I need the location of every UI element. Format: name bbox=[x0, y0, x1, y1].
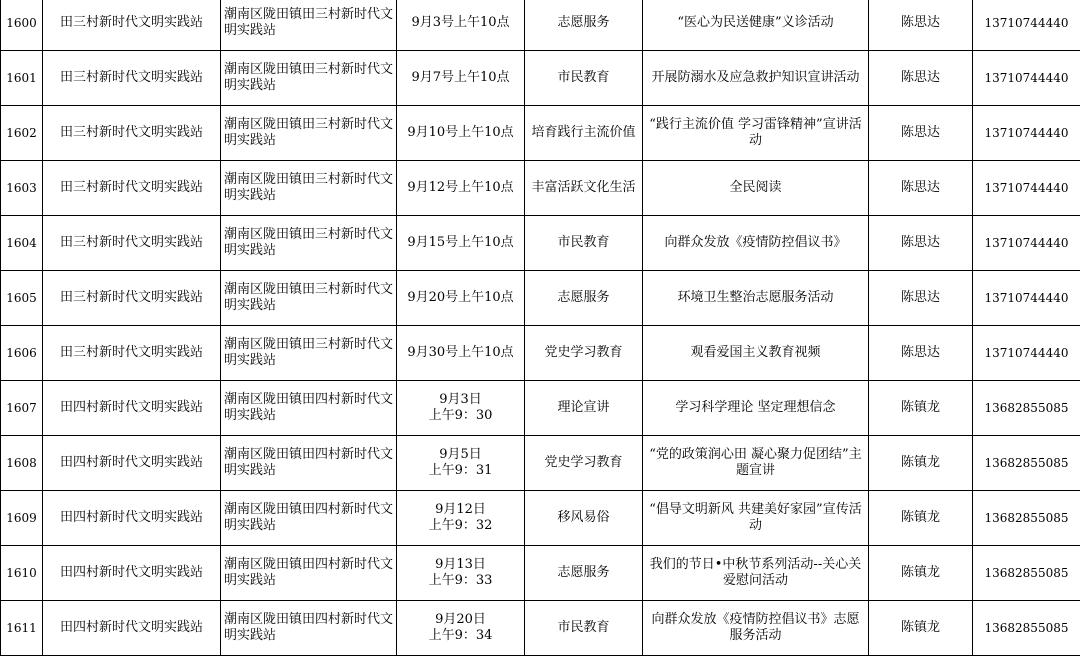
activity-address: 潮南区陇田镇田四村新时代文明实践站 bbox=[221, 381, 397, 436]
activity-time bbox=[397, 0, 525, 51]
time-date: 9月3号上午10点 bbox=[411, 15, 510, 30]
activity-time bbox=[397, 546, 525, 601]
row-number: 1609 bbox=[1, 491, 43, 546]
row-number: 1611 bbox=[1, 601, 43, 656]
station-name: 田三村新时代文明实践站 bbox=[43, 216, 221, 271]
contact-phone: 13682855085 bbox=[973, 381, 1080, 436]
table-row bbox=[1, 601, 1080, 656]
contact-person: 陈思达 bbox=[869, 161, 973, 216]
contact-person: 陈镇龙 bbox=[869, 381, 973, 436]
station-name: 田三村新时代文明实践站 bbox=[43, 271, 221, 326]
contact-person: 陈镇龙 bbox=[869, 436, 973, 491]
contact-person: 陈镇龙 bbox=[869, 601, 973, 656]
time-date: 9月5日 bbox=[439, 447, 482, 462]
activity-content: “医心为民送健康”义诊活动 bbox=[643, 0, 869, 51]
time-date: 9月12号上午10点 bbox=[407, 180, 514, 195]
activity-content: 向群众发放《疫情防控倡议书》志愿服务活动 bbox=[643, 601, 869, 656]
row-number: 1608 bbox=[1, 436, 43, 491]
activity-category: 志愿服务 bbox=[525, 0, 643, 51]
activity-address: 潮南区陇田镇田四村新时代文明实践站 bbox=[221, 546, 397, 601]
contact-phone: 13710744440 bbox=[973, 216, 1080, 271]
table-row bbox=[1, 216, 1080, 271]
row-number: 1607 bbox=[1, 381, 43, 436]
activity-category: 理论宣讲 bbox=[525, 381, 643, 436]
activity-category: 志愿服务 bbox=[525, 546, 643, 601]
contact-phone: 13682855085 bbox=[973, 436, 1080, 491]
table-row bbox=[1, 51, 1080, 106]
contact-phone: 13682855085 bbox=[973, 601, 1080, 656]
contact-person: 陈镇龙 bbox=[869, 546, 973, 601]
contact-phone: 13710744440 bbox=[973, 161, 1080, 216]
activity-category: 移风易俗 bbox=[525, 491, 643, 546]
activity-address: 潮南区陇田镇田四村新时代文明实践站 bbox=[221, 491, 397, 546]
activity-address: 潮南区陇田镇田三村新时代文明实践站 bbox=[221, 161, 397, 216]
time-date: 9月20日 bbox=[435, 612, 486, 627]
contact-person: 陈思达 bbox=[869, 106, 973, 161]
table-row bbox=[1, 491, 1080, 546]
table-row bbox=[1, 381, 1080, 436]
activity-category: 培育践行主流价值 bbox=[525, 106, 643, 161]
activity-content: 环境卫生整治志愿服务活动 bbox=[643, 271, 869, 326]
station-name: 田四村新时代文明实践站 bbox=[43, 601, 221, 656]
activity-address: 潮南区陇田镇田四村新时代文明实践站 bbox=[221, 436, 397, 491]
time-hour: 上午9：31 bbox=[428, 463, 493, 478]
activity-time bbox=[397, 381, 525, 436]
contact-phone: 13710744440 bbox=[973, 326, 1080, 381]
contact-person: 陈思达 bbox=[869, 51, 973, 106]
row-number: 1610 bbox=[1, 546, 43, 601]
activity-content: “践行主流价值 学习雷锋精神”宣讲活动 bbox=[643, 106, 869, 161]
table-row bbox=[1, 546, 1080, 601]
activity-time bbox=[397, 326, 525, 381]
activity-time bbox=[397, 106, 525, 161]
activity-address: 潮南区陇田镇田四村新时代文明实践站 bbox=[221, 601, 397, 656]
activity-category: 党史学习教育 bbox=[525, 326, 643, 381]
contact-phone: 13682855085 bbox=[973, 546, 1080, 601]
row-number: 1602 bbox=[1, 106, 43, 161]
activity-category: 市民教育 bbox=[525, 216, 643, 271]
table-row bbox=[1, 326, 1080, 381]
activity-time bbox=[397, 51, 525, 106]
activity-content: 学习科学理论 坚定理想信念 bbox=[643, 381, 869, 436]
contact-person: 陈思达 bbox=[869, 216, 973, 271]
time-date: 9月10号上午10点 bbox=[407, 125, 514, 140]
contact-person: 陈思达 bbox=[869, 0, 973, 51]
station-name: 田四村新时代文明实践站 bbox=[43, 436, 221, 491]
activity-address: 潮南区陇田镇田三村新时代文明实践站 bbox=[221, 216, 397, 271]
table-row bbox=[1, 271, 1080, 326]
activity-time bbox=[397, 491, 525, 546]
activity-address: 潮南区陇田镇田三村新时代文明实践站 bbox=[221, 106, 397, 161]
contact-person: 陈思达 bbox=[869, 326, 973, 381]
time-date: 9月30号上午10点 bbox=[407, 345, 514, 360]
activity-content: 我们的节日•中秋节系列活动--关心关爱慰问活动 bbox=[643, 546, 869, 601]
time-date: 9月3日 bbox=[439, 392, 482, 407]
activity-address: 潮南区陇田镇田三村新时代文明实践站 bbox=[221, 51, 397, 106]
activity-time bbox=[397, 161, 525, 216]
activity-category: 市民教育 bbox=[525, 51, 643, 106]
row-number: 1606 bbox=[1, 326, 43, 381]
activity-content: “党的政策润心田 凝心聚力促团结”主题宣讲 bbox=[643, 436, 869, 491]
table-row bbox=[1, 161, 1080, 216]
activity-time bbox=[397, 601, 525, 656]
contact-phone: 13710744440 bbox=[973, 51, 1080, 106]
time-date: 9月13日 bbox=[435, 557, 486, 572]
table-body bbox=[1, 0, 1080, 656]
activity-content: 观看爱国主义教育视频 bbox=[643, 326, 869, 381]
activity-content: “倡导文明新风 共建美好家园”宣传活动 bbox=[643, 491, 869, 546]
time-date: 9月12日 bbox=[435, 502, 486, 517]
activity-category: 丰富活跃文化生活 bbox=[525, 161, 643, 216]
row-number: 1603 bbox=[1, 161, 43, 216]
table-row bbox=[1, 0, 1080, 51]
activity-address: 潮南区陇田镇田三村新时代文明实践站 bbox=[221, 271, 397, 326]
time-date: 9月15号上午10点 bbox=[407, 235, 514, 250]
activity-category: 志愿服务 bbox=[525, 271, 643, 326]
activity-category: 市民教育 bbox=[525, 601, 643, 656]
row-number: 1604 bbox=[1, 216, 43, 271]
contact-person: 陈思达 bbox=[869, 271, 973, 326]
row-number: 1600 bbox=[1, 0, 43, 51]
station-name: 田三村新时代文明实践站 bbox=[43, 51, 221, 106]
contact-phone: 13710744440 bbox=[973, 106, 1080, 161]
station-name: 田三村新时代文明实践站 bbox=[43, 106, 221, 161]
contact-person: 陈镇龙 bbox=[869, 491, 973, 546]
activity-time bbox=[397, 436, 525, 491]
activity-address: 潮南区陇田镇田三村新时代文明实践站 bbox=[221, 0, 397, 51]
activity-content: 向群众发放《疫情防控倡议书》 bbox=[643, 216, 869, 271]
contact-phone: 13710744440 bbox=[973, 271, 1080, 326]
contact-phone: 13682855085 bbox=[973, 491, 1080, 546]
row-number: 1601 bbox=[1, 51, 43, 106]
time-hour: 上午9：34 bbox=[428, 628, 493, 643]
station-name: 田四村新时代文明实践站 bbox=[43, 546, 221, 601]
activity-address: 潮南区陇田镇田三村新时代文明实践站 bbox=[221, 326, 397, 381]
time-hour: 上午9：30 bbox=[428, 408, 493, 423]
activity-category: 党史学习教育 bbox=[525, 436, 643, 491]
activity-time bbox=[397, 271, 525, 326]
station-name: 田四村新时代文明实践站 bbox=[43, 381, 221, 436]
contact-phone: 13710744440 bbox=[973, 0, 1080, 51]
activity-time bbox=[397, 216, 525, 271]
time-date: 9月20号上午10点 bbox=[407, 290, 514, 305]
station-name: 田三村新时代文明实践站 bbox=[43, 326, 221, 381]
row-number: 1605 bbox=[1, 271, 43, 326]
time-hour: 上午9：32 bbox=[428, 518, 493, 533]
station-name: 田三村新时代文明实践站 bbox=[43, 161, 221, 216]
table-row bbox=[1, 436, 1080, 491]
time-date: 9月7号上午10点 bbox=[411, 70, 510, 85]
time-hour: 上午9：33 bbox=[428, 573, 493, 588]
station-name: 田三村新时代文明实践站 bbox=[43, 0, 221, 51]
table-row bbox=[1, 106, 1080, 161]
activity-content: 开展防溺水及应急救护知识宣讲活动 bbox=[643, 51, 869, 106]
activity-content: 全民阅读 bbox=[643, 161, 869, 216]
station-name: 田四村新时代文明实践站 bbox=[43, 491, 221, 546]
